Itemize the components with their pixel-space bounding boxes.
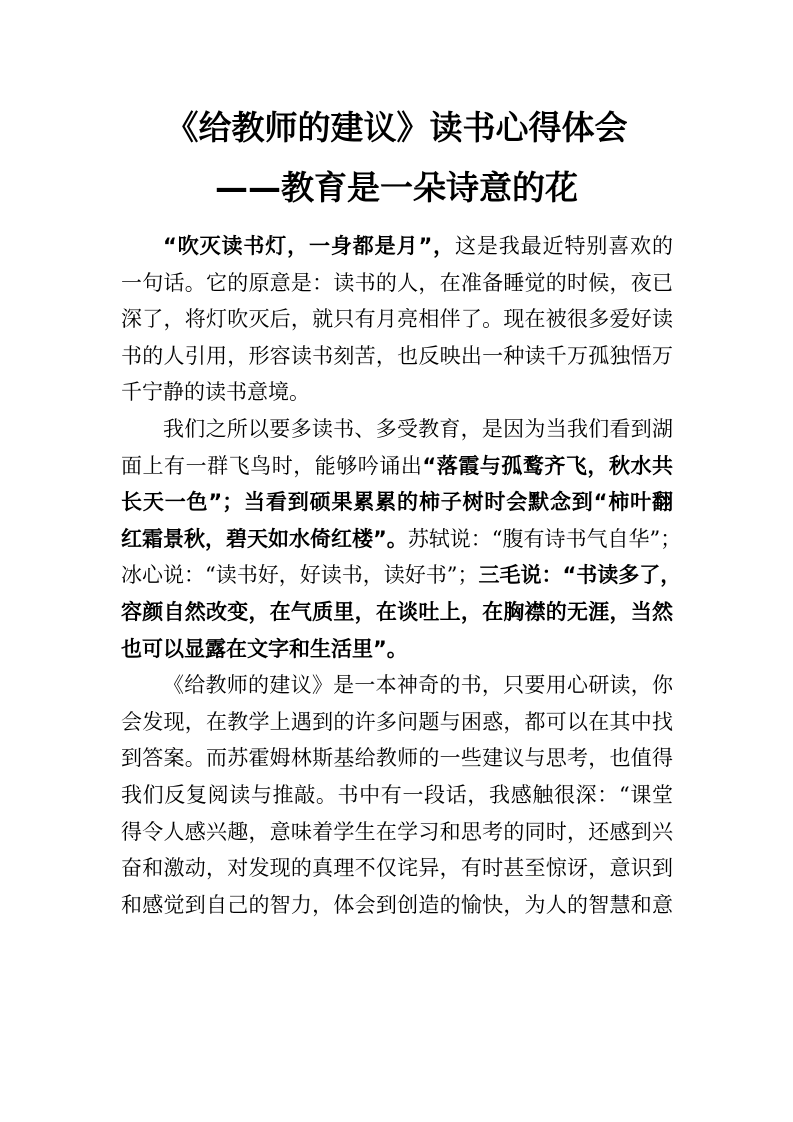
text-line: 深了，将灯吹灭后，就只有月亮相伴了。现在被很多爱好读 (121, 307, 673, 332)
paragraph-2 (121, 411, 682, 667)
text-line: 到答案。而苏霍姆林斯基给教师的一些建议与思考，也值得 (121, 746, 673, 771)
text-line: 得令人感兴趣，意味着学生在学习和思考的同时，还感到兴 (121, 819, 673, 844)
text-run: 冰心说：“读书好，好读书，读好书”； (121, 563, 479, 588)
text-run: 这是我最近特别喜欢的 (455, 234, 673, 258)
text-run: 面上有一群飞鸟时，能够吟诵出 (121, 453, 423, 478)
text-line: 会发现，在教学上遇到的许多问题与困惑，都可以在其中找 (121, 709, 673, 734)
text-line: 奋和激动，对发现的真理不仅诧异，有时甚至惊讶，意识到 (121, 856, 673, 881)
text-line (121, 594, 673, 631)
bold-quote: 也可以显露在文字和生活里”。 (121, 636, 408, 661)
text-line (121, 228, 673, 265)
text-line: 书的人引用，形容读书刻苦，也反映出一种读千万孤独悟万 (121, 343, 673, 368)
text-line (121, 631, 673, 668)
bold-quote: 长天一色”；当看到硕果累累的柿子树时会默念到“柿叶翻 (121, 490, 673, 515)
text-line (121, 448, 673, 485)
text-line (121, 521, 682, 558)
bold-quote: 红霜景秋，碧天如水倚红楼”。 (121, 526, 408, 551)
text-line (121, 484, 673, 521)
text-line: 一句话。它的原意是：读书的人，在准备睡觉的时候，夜已 (121, 270, 673, 295)
text-line (121, 557, 682, 594)
bold-quote: “吹灭读书灯，一身都是月”， (163, 234, 456, 258)
document-title: 《给教师的建议》读书心得体会 (165, 108, 628, 147)
bold-quote: 三毛说：“书读多了， (478, 563, 682, 588)
text-line: 我们反复阅读与推敲。书中有一段话，我感触很深：“课堂 (121, 782, 673, 807)
bold-quote: 容颜自然改变，在气质里，在谈吐上，在胸襟的无涯，当然 (121, 599, 673, 624)
text-line: 《给教师的建议》是一本神奇的书，只要用心研读，你 (163, 673, 673, 698)
document-body (121, 228, 682, 923)
text-line: 我们之所以要多读书、多受教育，是因为当我们看到湖 (163, 416, 673, 441)
paragraph-1 (121, 228, 673, 411)
document-subtitle: ——教育是一朵诗意的花 (215, 168, 578, 207)
text-line: 和感觉到自己的智力，体会到创造的愉快，为人的智慧和意 (121, 892, 673, 917)
paragraph-3 (121, 667, 673, 923)
text-run: 苏轼说：“腹有诗书气自华”； (407, 526, 682, 551)
bold-quote: “落霞与孤鹜齐飞，秋水共 (422, 453, 673, 478)
text-line: 千宁静的读书意境。 (121, 380, 310, 405)
